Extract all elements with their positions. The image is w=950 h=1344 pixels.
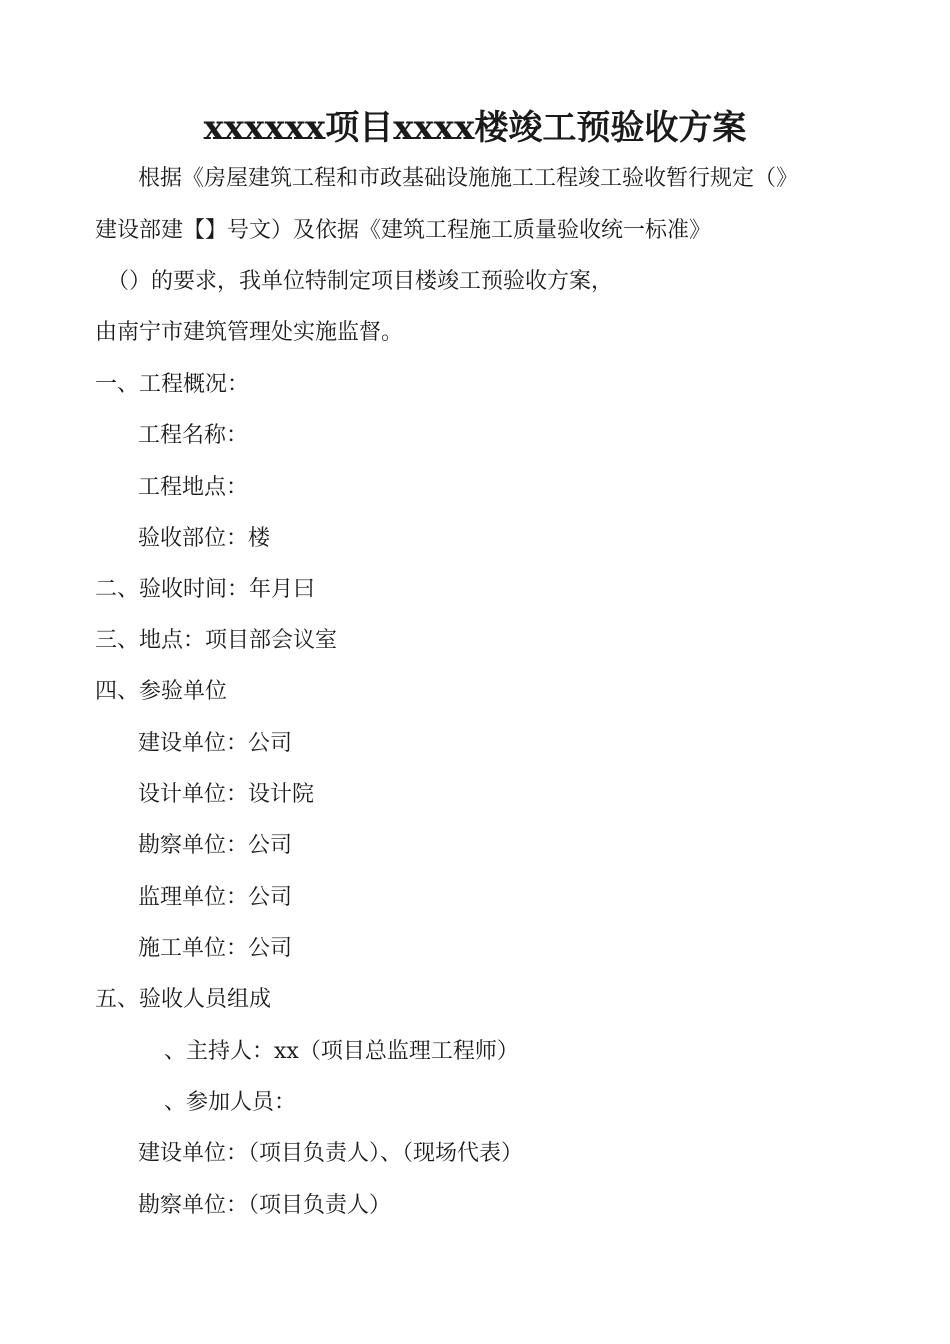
intro-line-2: 建设部建【】号文）及依据《建筑工程施工质量验收统一标准》 bbox=[95, 218, 712, 243]
intro-line-3: （）的要求，我单位特制定项目楼竣工预验收方案， bbox=[107, 269, 614, 294]
unit-construction-owner: 建设单位：公司 bbox=[138, 731, 293, 756]
section-heading-time: 二、验收时间：年月曰 bbox=[95, 577, 316, 602]
intro-line-4: 由南宁市建筑管理处实施监督。 bbox=[95, 320, 404, 345]
project-location-label: 工程地点： bbox=[138, 475, 249, 500]
intro-line-1: 根据《房屋建筑工程和市政基础设施施工工程竣工验收暂行规定（》 bbox=[138, 166, 799, 191]
unit-supervision: 监理单位：公司 bbox=[138, 885, 293, 910]
personnel-host: 、主持人：xx（项目总监理工程师） bbox=[164, 1039, 519, 1064]
unit-contractor: 施工单位：公司 bbox=[138, 936, 293, 961]
project-name-label: 工程名称： bbox=[138, 423, 249, 448]
section-heading-personnel: 五、验收人员组成 bbox=[95, 987, 272, 1012]
unit-survey: 勘察单位：公司 bbox=[138, 833, 293, 858]
personnel-participants: 、参加人员： bbox=[164, 1090, 297, 1115]
section-heading-units: 四、参验单位 bbox=[95, 679, 228, 704]
document-title: xxxxxx项目xxxx楼竣工预验收方案 bbox=[203, 108, 747, 148]
acceptance-part-label: 验收部位：楼 bbox=[138, 526, 271, 551]
section-heading-overview: 一、工程概况： bbox=[95, 372, 250, 397]
personnel-owner: 建设单位：（项目负责人）、（现场代表） bbox=[138, 1141, 524, 1166]
personnel-survey: 勘察单位：（项目负责人） bbox=[138, 1193, 392, 1218]
section-heading-location: 三、地点：项目部会议室 bbox=[95, 628, 338, 653]
unit-design: 设计单位：设计院 bbox=[138, 782, 315, 807]
